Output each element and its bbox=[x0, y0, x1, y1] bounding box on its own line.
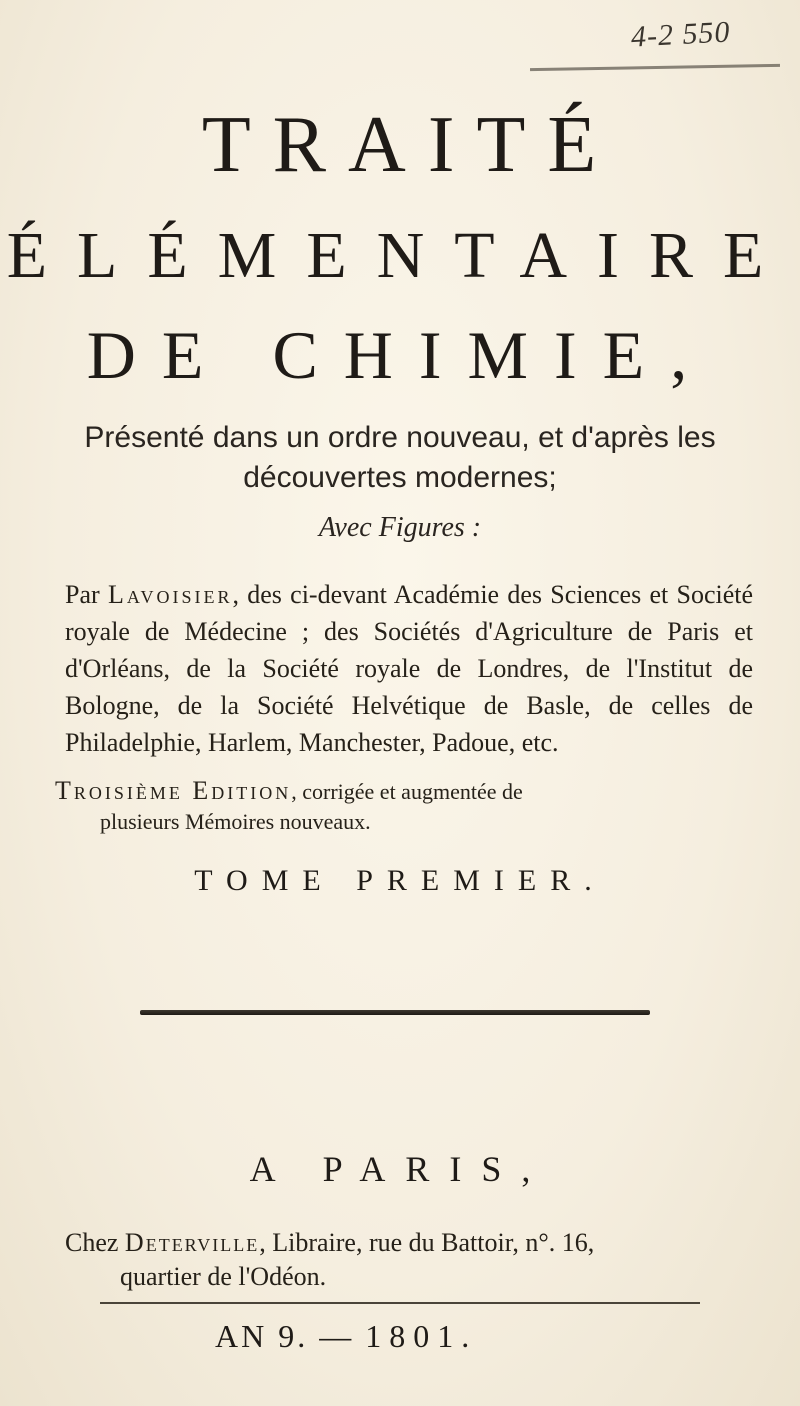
volume-label: TOME PREMIER. bbox=[194, 864, 606, 897]
author-name: Lavoisier bbox=[107, 580, 233, 609]
publisher-block bbox=[65, 1226, 765, 1294]
publisher-address: , Libraire, rue du Battoir, n°. 16, bbox=[259, 1228, 595, 1257]
figures-note: Avec Figures : bbox=[318, 512, 482, 543]
divider-rule-thin bbox=[100, 1302, 700, 1304]
publisher-prefix: Chez bbox=[65, 1228, 119, 1257]
shelfmark-underline bbox=[530, 64, 780, 71]
publisher-name: Deterville bbox=[124, 1228, 260, 1257]
author-prefix: Par bbox=[65, 580, 100, 609]
publisher-quarter: quartier de l'Odéon. bbox=[120, 1262, 327, 1291]
date-an: AN 9. bbox=[215, 1318, 309, 1354]
library-shelfmark: 4-2 550 bbox=[629, 15, 731, 54]
author-affiliations: , des ci-devant Académie des Sciences et Société royale de Médecine ; des Sociétés d'Agriculture de Paris et d'Orléans, de la Société royale de Londres, de l'Institut de Bologne, de la Société Helvétique de Basle, de celles de Philadelphie, Harlem, Manchester, Padoue, etc. bbox=[65, 580, 754, 757]
edition-lead: Troisième Edition bbox=[55, 776, 292, 805]
date-dash: — bbox=[319, 1318, 355, 1354]
edition-line-1: , corrigée et augmentée de bbox=[291, 779, 523, 804]
publication-date bbox=[215, 1318, 477, 1355]
edition-block bbox=[55, 776, 755, 837]
title-line-1: TRAITÉ bbox=[201, 101, 619, 189]
edition-line-2: plusieurs Mémoires nouveaux. bbox=[100, 809, 371, 834]
place-of-publication: A PARIS, bbox=[249, 1149, 551, 1189]
title-line-2: ÉLÉMENTAIRE bbox=[6, 219, 794, 292]
divider-rule bbox=[140, 1010, 650, 1015]
author-block bbox=[65, 576, 753, 761]
subtitle: Présenté dans un ordre nouveau, et d'après les découvertes modernes; bbox=[84, 421, 716, 494]
date-year: 1801. bbox=[365, 1318, 478, 1354]
title-line-3: DE CHIMIE, bbox=[86, 317, 714, 393]
